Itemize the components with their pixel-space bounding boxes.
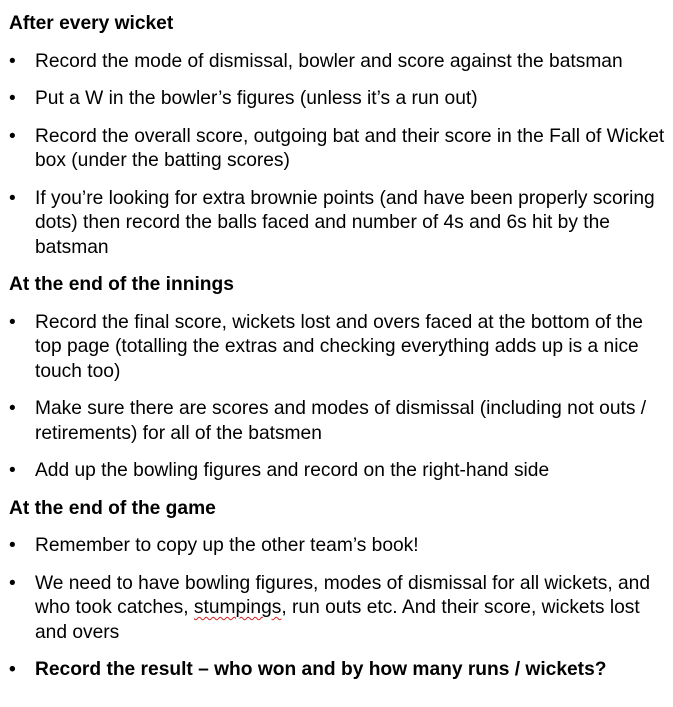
list-item-text: Record the mode of dismissal, bowler and score against the batsman xyxy=(35,50,623,72)
bullet-icon: • xyxy=(9,535,16,556)
bullet-list xyxy=(9,311,669,484)
list-item xyxy=(9,50,669,75)
section-heading: After every wicket xyxy=(9,13,174,34)
bullet-icon: • xyxy=(9,125,16,147)
list-item xyxy=(9,459,669,484)
list-item xyxy=(9,311,669,385)
bullet-icon: • xyxy=(9,50,16,72)
list-item xyxy=(9,658,669,683)
list-item xyxy=(9,125,669,174)
bullet-list xyxy=(9,534,669,683)
bullet-icon: • xyxy=(9,88,16,109)
section-heading: At the end of the game xyxy=(9,497,216,519)
section-end-of-game xyxy=(9,497,669,683)
list-item xyxy=(9,187,669,261)
list-item-text: Make sure there are scores and modes of dismissal (including not outs / retirements) for all of the batsmen xyxy=(35,398,647,444)
list-item-text-bold: Record the result – who won and by how many runs / wickets? xyxy=(35,659,607,680)
list-item-text: Add up the bowling figures and record on the right-hand side xyxy=(35,460,550,481)
list-item-text: Record the overall score, outgoing bat and their score in the Fall of Wicket box (under the batting scores) xyxy=(35,125,665,171)
list-item xyxy=(9,572,669,646)
section-after-every-wicket xyxy=(9,12,669,260)
bullet-icon: • xyxy=(9,460,16,481)
list-item-text: If you’re looking for extra brownie points (and have been properly scoring dots) then record the balls faced and number of 4s and 6s hit by the batsman xyxy=(35,187,655,258)
list-item-text xyxy=(35,573,650,643)
list-item-text: Remember to copy up the other team’s book! xyxy=(35,535,419,556)
list-item-text: Record the final score, wickets lost and overs faced at the bottom of the top page (totalling the extras and checking everything adds up is a nice touch too) xyxy=(35,311,643,382)
text-after-flagged-word: , run outs etc. And their score, wickets lost and overs xyxy=(35,597,640,643)
bullet-list xyxy=(9,50,669,261)
text-before-flagged-word: We need to have bowling figures, modes of dismissal for all wickets, and who took catches, xyxy=(35,572,651,618)
bullet-icon: • xyxy=(9,398,16,419)
bullet-icon: • xyxy=(9,187,16,209)
list-item xyxy=(9,87,669,112)
section-heading: At the end of the innings xyxy=(9,274,234,295)
section-end-of-innings xyxy=(9,273,669,484)
bullet-icon: • xyxy=(9,659,16,680)
list-item xyxy=(9,397,669,446)
bullet-icon: • xyxy=(9,572,16,594)
list-item-text: Put a W in the bowler’s figures (unless it’s a run out) xyxy=(35,88,478,109)
list-item xyxy=(9,534,669,559)
spellcheck-flagged-word: stumpings xyxy=(193,597,282,618)
bullet-icon: • xyxy=(9,311,16,333)
